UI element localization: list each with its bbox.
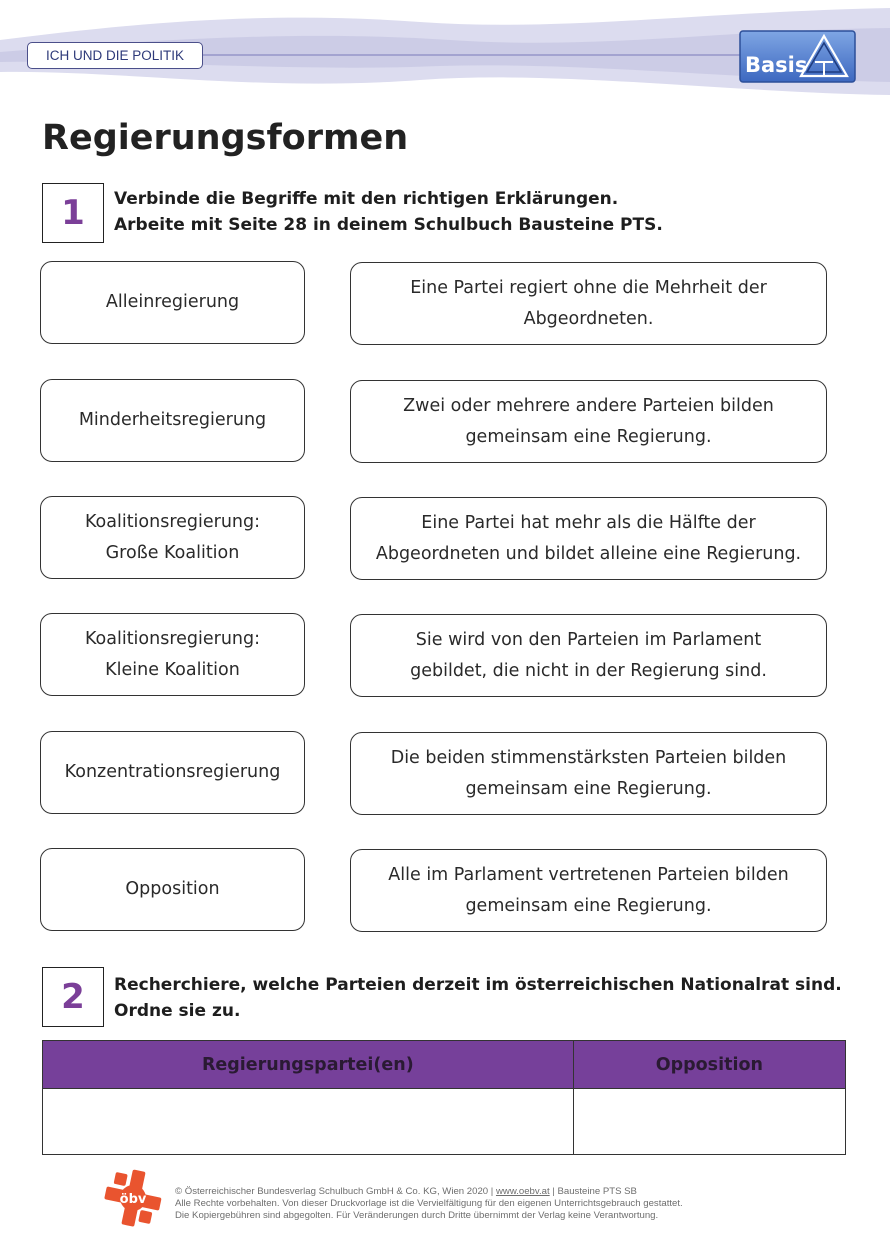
publisher-website-link[interactable]: www.oebv.at [495, 1186, 550, 1197]
header-government-parties: Regierungspartei(en) [43, 1041, 574, 1089]
party-assignment-table [42, 1040, 846, 1155]
definition-box[interactable] [350, 497, 827, 580]
task-number-1: 1 [42, 183, 104, 243]
definition-text: Abgeordneten und bildet alleine eine Regierung. [375, 543, 802, 564]
definition-text: gebildet, die nicht in der Regierung sind. [410, 660, 767, 681]
definition-text: Zwei oder mehrere andere Parteien bilden [403, 395, 774, 416]
task1-instruction-line2: Arbeite mit Seite 28 in deinem Schulbuch Bausteine PTS. [114, 215, 663, 235]
task1-instruction [114, 186, 663, 238]
definition-text: Alle im Parlament vertretenen Parteien bilden [388, 864, 789, 885]
task1-instruction-line1: Verbinde die Begriffe mit den richtigen Erklärungen. [114, 189, 619, 209]
definition-box[interactable] [350, 849, 827, 932]
definition-box[interactable] [350, 380, 827, 463]
footer-copyright [175, 1186, 815, 1222]
term-label: Große Koalition [105, 542, 240, 563]
definition-text: Eine Partei hat mehr als die Hälfte der [421, 512, 756, 533]
page-title: Regierungsformen [42, 118, 409, 158]
definition-text: gemeinsam eine Regierung. [465, 426, 712, 447]
opposition-cell[interactable] [573, 1089, 845, 1155]
definition-box[interactable] [350, 732, 827, 815]
definition-text: Die beiden stimmenstärksten Parteien bilden [390, 747, 787, 768]
term-label: Koalitionsregierung: [84, 511, 261, 532]
task-number-2: 2 [42, 967, 104, 1027]
term-label: Alleinregierung [105, 292, 240, 312]
term-label: Koalitionsregierung: [84, 628, 261, 649]
section-tag: ICH UND DIE POLITIK [27, 42, 203, 69]
term-box[interactable] [40, 731, 305, 814]
basis-logo-text: Basis [745, 53, 808, 77]
oebv-logo-text: öbv [119, 1192, 147, 1207]
header-opposition: Opposition [573, 1041, 845, 1089]
footer-line3: Die Kopiergebühren sind abgegolten. Für Veränderungen durch Dritte übernimmt der Verlag keine Verantwortung. [175, 1210, 659, 1221]
definition-text: Eine Partei regiert ohne die Mehrheit der [410, 277, 767, 298]
definition-text: Abgeordneten. [523, 308, 654, 329]
term-box[interactable] [40, 261, 305, 344]
term-box[interactable] [40, 379, 305, 462]
definition-box[interactable] [350, 614, 827, 697]
task2-instruction [114, 972, 842, 1024]
term-label: Kleine Koalition [105, 659, 240, 680]
definition-text: gemeinsam eine Regierung. [465, 895, 712, 916]
task2-instruction-line1: Recherchiere, welche Parteien derzeit im österreichischen Nationalrat sind. [114, 975, 842, 995]
term-label: Opposition [125, 879, 220, 899]
term-box[interactable] [40, 848, 305, 931]
government-parties-cell[interactable] [43, 1089, 574, 1155]
definition-text: Sie wird von den Parteien im Parlament [415, 629, 762, 650]
table-header-row [43, 1041, 846, 1089]
task2-instruction-line2: Ordne sie zu. [114, 1001, 241, 1021]
table-row [43, 1089, 846, 1155]
term-label: Konzentrationsregierung [64, 762, 281, 782]
footer-line2: Alle Rechte vorbehalten. Von dieser Druckvorlage ist die Vervielfältigung für den eigenen Unterrichtsgebrauch gestattet. [175, 1198, 683, 1209]
basis-logo [739, 30, 856, 83]
definition-text: gemeinsam eine Regierung. [465, 778, 712, 799]
footer-line1: © Österreichischer Bundesverlag Schulbuch GmbH & Co. KG, Wien 2020 | www.oebv.at | Bausteine PTS SB [175, 1186, 637, 1197]
term-box[interactable] [40, 496, 305, 579]
oebv-logo [103, 1168, 163, 1228]
term-box[interactable] [40, 613, 305, 696]
term-label: Minderheitsregierung [78, 410, 267, 430]
definition-box[interactable] [350, 262, 827, 345]
